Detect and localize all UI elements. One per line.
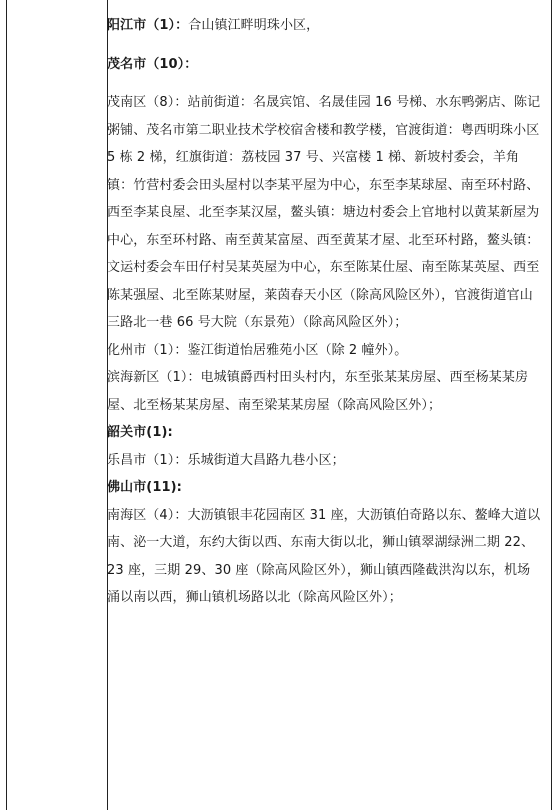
shaoguan-heading: 韶关市(1):	[107, 425, 173, 440]
maoming-entry	[107, 51, 543, 79]
foshan-entry	[107, 474, 543, 502]
shaoguan-entry	[107, 419, 543, 447]
maonan-district-entry: 茂南区（8）：站前街道：名晟宾馆、名晟佳园 16 号梯、水东鸭粥店、陈记粥铺、茂名市第二职业技术学校宿舍楼和教学楼，官渡街道：粤西明珠小区 5 栋 2 梯，红旗街道：荔枝园 37 号、兴富楼 1 梯、新坡村委会，羊角镇：竹营村委会田头屋村以李某平屋为中心，东至李某球屋、南至环村路、西至李某良屋、北至李某汉屋，鳌头镇：塘边村委会上官地村以黄某新屋为中心，东至环村路、南至黄某富屋、西至黄某才屋、北至环村路，鳌头镇：文运村委会车田仔村吴某英屋为中心，东至陈某仕屋、南至陈某英屋、西至陈某强屋、北至陈某财屋，莱茵春天小区（除高风险区外），官渡街道官山三路北一巷 66 号大院（东景苑）（除高风险区外）；	[107, 95, 541, 330]
yangjiang-text: 合山镇江畔明珠小区，	[188, 18, 320, 33]
yangjiang-entry	[107, 12, 543, 40]
foshan-heading: 佛山市(11):	[107, 480, 182, 495]
yangjiang-heading: 阳江市（1）：	[107, 18, 189, 33]
binhai-entry: 滨海新区（1）：电城镇爵西村田头村内，东至张某某房屋、西至杨某某房屋、北至杨某某房屋、南至梁某某房屋（除高风险区外）；	[107, 370, 529, 413]
risk-area-list	[107, 12, 543, 612]
huazhou-entry: 化州市（1）：鉴江街道怡居雅苑小区（除 2 幢外）。	[107, 342, 408, 358]
lechang-entry: 乐昌市（1）：乐城街道大昌路九巷小区；	[107, 452, 345, 468]
maoming-heading: 茂名市（10）：	[107, 56, 198, 72]
nanhai-district-entry: 南海区（4）：大沥镇银丰花园南区 31 座，大沥镇伯奇路以东、鳌峰大道以南、泌一大道，东约大街以西、东南大街以北，狮山镇翠湖绿洲二期 22、23 座，三期 29、30 座（除高风险区外），狮山镇西隆截洪沟以东，机场涌以南以西，狮山镇机场路以北（除高风险区外）；	[107, 507, 541, 605]
